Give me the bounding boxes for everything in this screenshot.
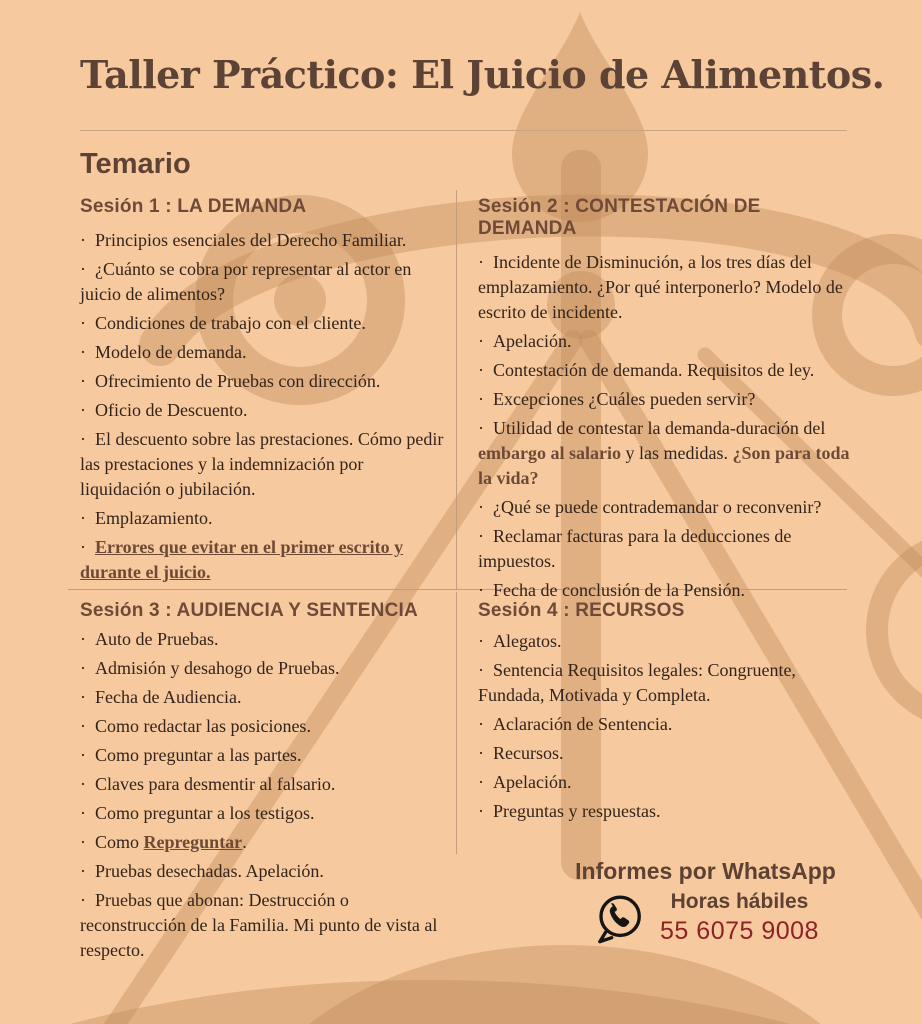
contact-hours: Horas hábiles — [670, 890, 809, 913]
list-item: · Fecha de Audiencia. — [80, 685, 452, 710]
session-4-header: Sesión 4 : RECURSOS — [478, 600, 685, 621]
page-title: Taller Práctico: El Juicio de Alimentos. — [80, 52, 885, 97]
column-divider-bottom — [456, 592, 457, 854]
session-2-block — [478, 196, 855, 607]
list-item: · Reclamar facturas para la deducciones de impuestos. — [478, 524, 855, 574]
contact-phone-number: 55 6075 9008 — [660, 917, 819, 945]
list-item: · Claves para desmentir al falsario. — [80, 772, 452, 797]
list-item: · Pruebas desechadas. Apelación. — [80, 859, 452, 884]
session-3-list — [80, 627, 452, 963]
list-item: · ¿Qué se puede contrademandar o reconvenir? — [478, 495, 855, 520]
session-1-block — [80, 196, 445, 589]
list-item: · Utilidad de contestar la demanda-duración del embargo al salario y las medidas. ¿Son para toda la vida? — [478, 416, 855, 491]
list-item: · Como redactar las posiciones. — [80, 714, 452, 739]
list-item: · Modelo de demanda. — [80, 340, 445, 365]
list-item: · Como preguntar a los testigos. — [80, 801, 452, 826]
list-item: · Preguntas y respuestas. — [478, 799, 855, 824]
list-item: · Alegatos. — [478, 629, 855, 654]
session-4-block — [478, 600, 855, 828]
list-item: · Aclaración de Sentencia. — [478, 712, 855, 737]
list-item: · Errores que evitar en el primer escrito y durante el juicio. — [80, 535, 445, 585]
list-item: · Contestación de demanda. Requisitos de ley. — [478, 358, 855, 383]
list-item: · Oficio de Descuento. — [80, 398, 445, 423]
session-2-header: Sesión 2 : CONTESTACIÓN DE DEMANDA — [478, 196, 761, 239]
list-item: · Recursos. — [478, 741, 855, 766]
list-item: · Emplazamiento. — [80, 506, 445, 531]
list-item: · Sentencia Requisitos legales: Congruente, Fundada, Motivada y Completa. — [478, 658, 855, 708]
column-divider-top — [456, 190, 457, 589]
list-item: · Admisión y desahogo de Pruebas. — [80, 656, 452, 681]
session-1-header: Sesión 1 : LA DEMANDA — [80, 196, 307, 217]
list-item: · El descuento sobre las prestaciones. Cómo pedir las prestaciones y la indemnización por liquidación o jubilación. — [80, 427, 445, 502]
session-3-block — [80, 600, 452, 967]
list-item: · Auto de Pruebas. — [80, 627, 452, 652]
whatsapp-icon — [592, 891, 646, 945]
list-item: · Como Repreguntar. — [80, 830, 452, 855]
list-item: · Ofrecimiento de Pruebas con dirección. — [80, 369, 445, 394]
list-item: · Fecha de conclusión de la Pensión. — [478, 578, 855, 603]
contact-block — [558, 858, 853, 946]
session-2-list — [478, 250, 855, 603]
session-4-list — [478, 629, 855, 824]
list-item: · Apelación. — [478, 770, 855, 795]
list-item: · Condiciones de trabajo con el cliente. — [80, 311, 445, 336]
list-item: · Excepciones ¿Cuáles pueden servir? — [478, 387, 855, 412]
section-title-temario: Temario — [80, 148, 191, 180]
list-item: · Apelación. — [478, 329, 855, 354]
list-item: · Como preguntar a las partes. — [80, 743, 452, 768]
list-item: · Pruebas que abonan: Destrucción o reconstrucción de la Familia. Mi punto de vista al respecto. — [80, 888, 452, 963]
list-item: · Principios esenciales del Derecho Familiar. — [80, 228, 445, 253]
list-item: · Incidente de Disminución, a los tres días del emplazamiento. ¿Por qué interponerlo? Modelo de escrito de incidente. — [478, 250, 855, 325]
session-3-header: Sesión 3 : AUDIENCIA Y SENTENCIA — [80, 600, 418, 621]
session-1-list — [80, 228, 445, 585]
contact-title: Informes por WhatsApp — [575, 858, 836, 884]
list-item: · ¿Cuánto se cobra por representar al actor en juicio de alimentos? — [80, 257, 445, 307]
title-divider — [80, 130, 847, 131]
